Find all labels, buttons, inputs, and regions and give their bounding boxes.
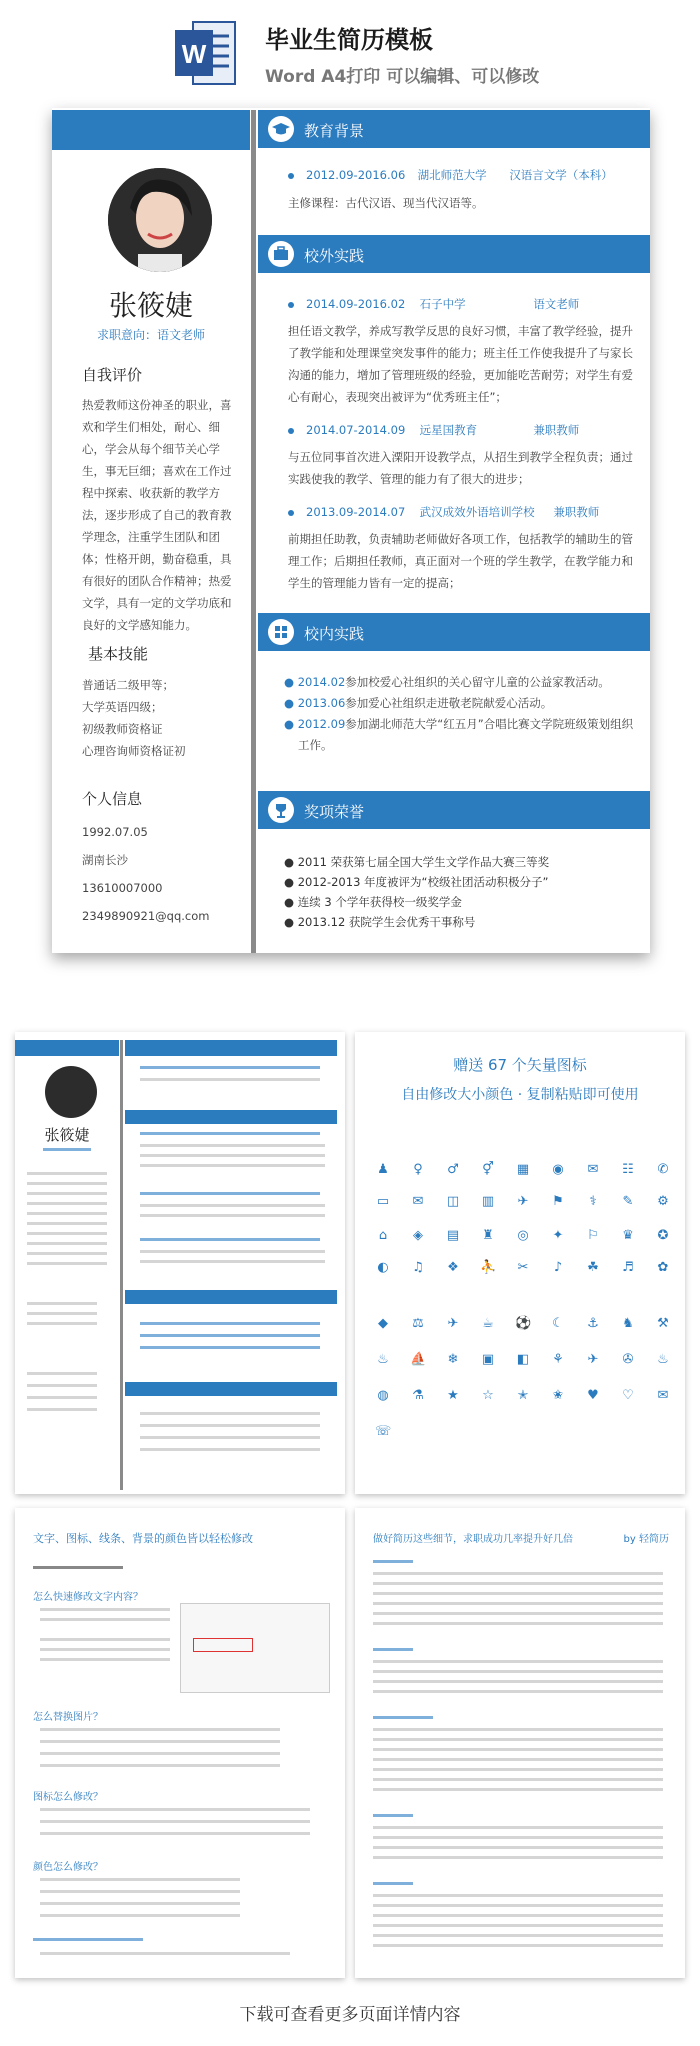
section-awards-title: 奖项荣誉	[304, 803, 365, 821]
skill-item: 大学英语四级；	[82, 700, 163, 714]
info-birthday: 1992.07.05	[82, 825, 148, 839]
info-title: 个人信息	[82, 790, 143, 808]
vector-icon: ✇	[622, 1352, 634, 1367]
vector-icon: ♟	[377, 1162, 389, 1177]
vector-icon: ♪	[553, 1260, 563, 1275]
skill-item: 初级教师资格证	[82, 722, 163, 736]
vector-icon: ⛵	[410, 1352, 427, 1367]
vertical-divider	[251, 110, 256, 953]
award-item: ● 连续 3 个学年获得校一级奖学金	[284, 895, 462, 909]
vector-icon: ⚕	[589, 1194, 597, 1209]
vector-icon: ✪	[657, 1228, 669, 1243]
vector-icon: ✦	[552, 1228, 564, 1243]
section-campus-title: 校内实践	[304, 625, 365, 643]
practice-row	[306, 504, 599, 520]
vector-icon: ☾	[552, 1316, 564, 1331]
info-list	[82, 818, 232, 930]
vector-icon: ❖	[447, 1260, 459, 1275]
bullet	[288, 510, 294, 516]
briefcase-icon	[268, 241, 294, 267]
vector-icon: ★	[447, 1388, 459, 1403]
vector-icon: ▣	[481, 1352, 495, 1367]
vector-icon: ✉	[412, 1194, 424, 1209]
awards-list	[284, 852, 644, 932]
vector-icon: ⚙	[657, 1194, 669, 1209]
preview-card-tips	[355, 1508, 685, 1978]
sidebar-top-bar	[52, 110, 250, 150]
award-item: ● 2011 荣获第七届全国大学生文学作品大赛三等奖	[284, 855, 550, 869]
vector-icon: ⚖	[412, 1316, 424, 1331]
bullet	[288, 302, 294, 308]
vector-icon: ⚐	[587, 1228, 599, 1243]
vector-icon: ✿	[657, 1260, 669, 1275]
svg-text:W: W	[181, 39, 207, 69]
vector-icon: ♜	[482, 1228, 494, 1243]
vector-icon: ◐	[377, 1260, 389, 1275]
practice-org: 武汉成效外语培训学校	[419, 505, 535, 519]
skill-item: 普通话二级甲等；	[82, 678, 174, 692]
edu-date: 2012.09-2016.06	[306, 168, 406, 182]
icons-card-subtitle: 自由修改大小颜色 · 复制粘贴即可使用	[401, 1087, 639, 1103]
practice-role: 语文老师	[533, 297, 580, 311]
vector-icon: ⚗	[412, 1388, 424, 1403]
vector-icon: ✬	[552, 1388, 564, 1403]
vector-icon: ♫	[412, 1260, 424, 1275]
vector-icon: ♬	[622, 1260, 634, 1275]
portrait-image	[108, 168, 212, 272]
vector-icon: ♨	[377, 1352, 389, 1367]
vector-icon: ✆	[657, 1162, 669, 1177]
campus-item: ● 2014.02参加校爱心社组织的关心留守儿童的公益家教活动。	[284, 675, 610, 689]
practice-desc: 担任语文教学，养成写教学反思的良好习惯，丰富了教学经验，提升了教学能和处理课堂突发事件的能力；班主任工作使我提升了与家长沟通的能力，增加了管理班级的经验，更加能吃苦耐劳；对学生有爱心有耐心，表现突出被评为“优秀班主任”；	[288, 324, 633, 404]
vector-icon: ☕	[482, 1316, 494, 1331]
campus-item: ● 2013.06参加爱心社组织走进敬老院献爱心活动。	[284, 696, 553, 710]
self-eval-title: 自我评价	[82, 366, 143, 384]
skills-title: 基本技能	[88, 645, 149, 663]
edu-row	[306, 167, 613, 183]
grid-icon	[268, 619, 294, 645]
practice-row	[306, 296, 579, 312]
vector-icon: ◍	[377, 1388, 389, 1403]
vector-icon: ◆	[378, 1316, 388, 1331]
bullet	[288, 173, 294, 179]
vector-icon: ☷	[622, 1162, 634, 1177]
preview-card-guide	[15, 1508, 345, 1978]
vector-icon: ⚘	[552, 1352, 564, 1367]
vector-icon: ♨	[657, 1352, 669, 1367]
info-phone: 13610007000	[82, 881, 163, 895]
practice-role: 兼职教师	[553, 505, 600, 519]
top-header	[0, 0, 700, 105]
vector-icon: ✭	[517, 1388, 529, 1403]
vector-icon: ◧	[516, 1352, 530, 1367]
edu-major: 汉语言文学（本科）	[509, 168, 613, 182]
footer-text: 下载可查看更多页面详情内容	[239, 2005, 461, 2025]
vector-icon: ✉	[657, 1388, 669, 1403]
tips-title: 做好简历这些细节，求职成功几率提升好几倍	[373, 1534, 573, 1545]
guide-title: 文字、图标、线条、背景的颜色皆以轻松修改	[33, 1532, 253, 1545]
award-item: ● 2012-2013 年度被评为“校级社团活动积极分子”	[284, 875, 549, 889]
vector-icon: ✂	[517, 1260, 529, 1275]
vector-icon: ⚽	[515, 1316, 532, 1331]
campus-list	[284, 672, 644, 756]
resume-sidebar	[52, 108, 252, 953]
graduation-cap-icon	[268, 116, 294, 142]
vector-icon: ▭	[376, 1194, 390, 1209]
vector-icon: ⚓	[587, 1316, 599, 1331]
vector-icon: ▥	[481, 1194, 495, 1209]
section-edu-title: 教育背景	[304, 122, 365, 140]
vector-icon: ☏	[375, 1424, 392, 1439]
vector-icon: ⛹	[480, 1260, 497, 1275]
vector-icon: ♛	[622, 1228, 634, 1243]
award-item: ● 2013.12 获院学生会优秀干事称号	[284, 915, 476, 929]
practice-desc: 前期担任助教，负责辅助老师做好各项工作，包括教学的辅助生的管理工作；后期担任教师，真正面对一个班的学生教学，在教学能力和学生的管理能力皆有一定的提高；	[288, 532, 633, 590]
section-awards-bar	[258, 791, 650, 829]
section-practice-title: 校外实践	[304, 247, 365, 265]
vector-icon: ✎	[622, 1194, 634, 1209]
bullet	[288, 428, 294, 434]
practice-org: 远星国教育	[419, 423, 478, 437]
vector-icon: ♡	[622, 1388, 634, 1403]
info-location: 湖南长沙	[82, 853, 128, 867]
practice-desc: 与五位同事首次进入溧阳开设教学点，从招生到教学全程负责；通过实践使我的教学、管理的能力有了很大的进步；	[288, 450, 633, 486]
preview-card-resume	[15, 1032, 345, 1494]
job-intent: 求职意向：语文老师	[96, 328, 205, 342]
self-eval-text: 热爱教师这份神圣的职业，喜欢和学生们相处，耐心、细心，学会从每个细节关心学生，事无巨细；喜欢在工作过程中探索、收获新的教学方法，逐步形成了自己的教育教学理念，注重学生团队和团体；性格开朗，勤奋稳重，具有很好的团队合作精神；热爱文学，具有一定的文学功底和良好的文学感知能力。	[82, 398, 232, 632]
vector-icon: ✉	[587, 1162, 599, 1177]
vector-icon: ⌂	[378, 1228, 388, 1243]
vector-icon: ▤	[446, 1228, 460, 1243]
header-title: 毕业生简历模板	[265, 26, 433, 54]
vector-icon: ◎	[517, 1228, 529, 1243]
trophy-icon	[268, 797, 294, 823]
vector-icon: ◫	[446, 1194, 460, 1209]
edu-courses: 主修课程：古代汉语、现当代汉语等。	[288, 196, 484, 210]
guide-q1: 怎么快速修改文字内容？	[33, 1592, 143, 1603]
icons-card-title: 赠送 67 个矢量图标	[453, 1056, 587, 1074]
vector-icon: ◈	[413, 1228, 423, 1243]
practice-org: 石子中学	[419, 297, 466, 311]
campus-item: ● 2012.09参加湖北师范大学“红五月”合唱比赛文学院班级策划组织工作。	[284, 717, 634, 752]
practice-row	[306, 422, 579, 438]
edu-school: 湖北师范大学	[417, 168, 487, 182]
guide-q2: 怎么替换图片？	[33, 1712, 103, 1723]
preview-card-icons	[355, 1032, 685, 1494]
vector-icon: ☆	[482, 1388, 494, 1403]
tips-brand: by 轻简历	[623, 1534, 669, 1545]
vector-icon: ☘	[587, 1260, 599, 1275]
section-campus-bar	[258, 613, 650, 651]
vector-icon: ◉	[552, 1162, 564, 1177]
practice-date: 2014.09-2016.02	[306, 297, 406, 311]
vector-icon: ⚒	[657, 1316, 669, 1331]
guide-q3: 图标怎么修改？	[33, 1792, 103, 1803]
vector-icon: ⚑	[552, 1194, 564, 1209]
practice-date: 2013.09-2014.07	[306, 505, 406, 519]
vector-icon: ✈	[587, 1352, 599, 1367]
practice-role: 兼职教师	[533, 423, 580, 437]
practice-date: 2014.07-2014.09	[306, 423, 406, 437]
header-subtitle: Word A4打印 可以编辑、可以修改	[265, 67, 540, 87]
vector-icon: ❄	[447, 1352, 459, 1367]
section-edu-bar	[258, 110, 650, 148]
candidate-name: 张筱婕	[108, 289, 193, 322]
skills-list	[82, 674, 232, 762]
vector-icon: ▦	[516, 1162, 530, 1177]
vector-icon: ♞	[622, 1316, 634, 1331]
vector-icon: ✈	[447, 1316, 459, 1331]
vector-icon: ♥	[587, 1388, 599, 1403]
vector-icon: ⚥	[482, 1162, 494, 1177]
vector-icon: ✈	[517, 1194, 529, 1209]
resume-page	[52, 108, 650, 953]
vector-icon: ♀	[413, 1162, 423, 1177]
section-practice-bar	[258, 235, 650, 273]
guide-q4: 颜色怎么修改？	[33, 1862, 103, 1873]
vector-icon: ♂	[447, 1162, 459, 1177]
word-icon	[173, 18, 238, 88]
avatar	[108, 168, 212, 272]
mini-name: 张筱婕	[44, 1126, 90, 1144]
info-email: 2349890921@qq.com	[82, 909, 210, 923]
skill-item: 心理咨询师资格证初	[82, 744, 186, 758]
